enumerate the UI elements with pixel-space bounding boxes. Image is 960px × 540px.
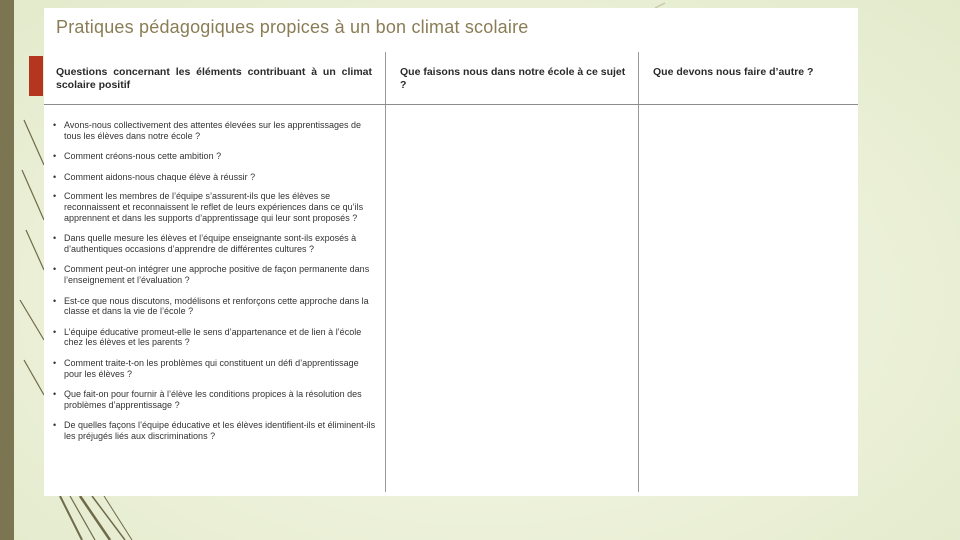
bullet-icon: • <box>53 151 57 162</box>
question-text: Comment traite-t-on les problèmes qui constituent un défi d’apprentissage pour les élèves ? <box>64 357 359 379</box>
list-item <box>52 191 378 223</box>
slide-card <box>44 8 858 496</box>
list-item <box>52 151 378 162</box>
list-item <box>52 296 378 317</box>
header-rule <box>44 104 858 105</box>
list-item <box>52 120 378 141</box>
list-item <box>52 327 378 348</box>
list-item <box>52 264 378 285</box>
question-text: Comment peut-on intégrer une approche positive de façon permanente dans l’enseignement et l’évaluation ? <box>64 264 370 285</box>
bullet-icon: • <box>53 120 57 130</box>
question-text: Comment aidons-nous chaque élève à réussir ? <box>64 171 256 182</box>
column-header-what-we-do: Que faisons nous dans notre école à ce sujet ? <box>400 66 626 91</box>
left-accent-bar <box>0 0 14 540</box>
column-header-what-else: Que devons nous faire d’autre ? <box>653 66 814 78</box>
column-header-questions: Questions concernant les éléments contribuant à un climat scolaire positif <box>56 66 372 91</box>
question-text: Que fait-on pour fournir à l’élève les conditions propices à la résolution des problèmes d’apprentissage ? <box>64 389 362 410</box>
question-text: Comment créons-nous cette ambition ? <box>64 151 222 162</box>
bullet-icon: • <box>53 357 57 368</box>
column-divider-2 <box>638 52 639 492</box>
bullet-icon: • <box>53 191 57 202</box>
list-item <box>52 233 378 254</box>
red-accent-tab <box>29 56 43 96</box>
question-text: Comment les membres de l’équipe s’assurent-ils que les élèves se reconnaissent et reconnaissent le reflet de leurs expériences dans ce qu’ils apprennent et dans les supports d’apprentissage qui leur sont proposés ? <box>64 191 364 223</box>
bullet-icon: • <box>53 233 57 244</box>
question-text: L’équipe éducative promeut-elle le sens d’appartenance et de lien à l’école chez les élèves et les parents ? <box>64 326 362 348</box>
list-item <box>52 358 378 379</box>
bullet-icon: • <box>53 420 57 431</box>
bullet-icon: • <box>53 264 57 275</box>
bullet-icon: • <box>53 389 57 400</box>
list-item <box>52 389 378 410</box>
list-item <box>52 172 378 183</box>
question-text: Dans quelle mesure les élèves et l’équipe enseignante sont-ils exposés à d’authentiques occasions d’apprendre de différentes cultures ? <box>64 233 357 254</box>
question-text: De quelles façons l’équipe éducative et les élèves identifient-ils et éliminent-ils les préjugés liés aux discriminations ? <box>64 420 376 441</box>
question-list <box>52 120 378 441</box>
list-item <box>52 420 378 441</box>
bullet-icon: • <box>53 295 57 306</box>
question-text: Avons-nous collectivement des attentes élevées sur les apprentissages de tous les élèves dans notre école ? <box>64 120 362 141</box>
bullet-icon: • <box>53 326 57 337</box>
slide-title: Pratiques pédagogiques propices à un bon climat scolaire <box>56 17 529 37</box>
column-divider-1 <box>385 52 386 492</box>
question-text: Est-ce que nous discutons, modélisons et renforçons cette approche dans la classe et dans la vie de l’école ? <box>64 295 369 317</box>
bullet-icon: • <box>53 171 57 182</box>
